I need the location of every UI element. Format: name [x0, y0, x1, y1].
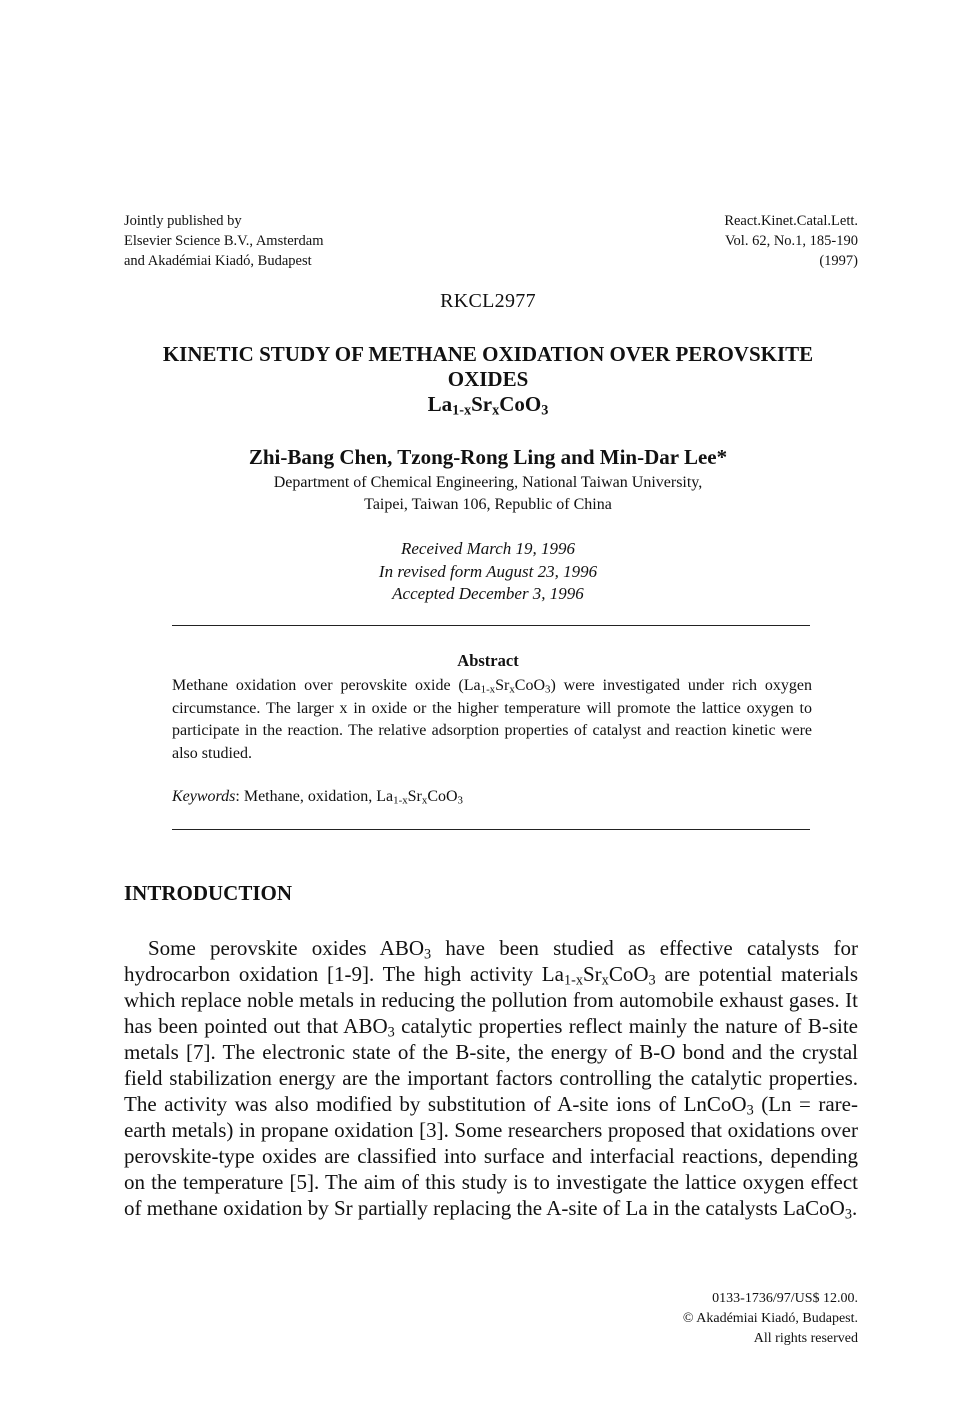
keywords-label: Keywords: [172, 788, 236, 805]
article-code: RKCL2977: [440, 290, 536, 312]
journal-line: (1997): [819, 253, 858, 269]
keywords: [172, 788, 463, 806]
title-line-2: OXIDES: [447, 367, 529, 391]
introduction-heading: INTRODUCTION: [124, 881, 293, 905]
abstract-heading: Abstract: [457, 651, 519, 670]
accepted-date: Accepted December 3, 1996: [392, 584, 584, 603]
publisher-line: Jointly published by: [124, 213, 242, 229]
abstract-text: Methane oxidation over perovskite oxide $(La_{1-x}Sr_xCoO_3)$ were investigated under rich oxygen circumstance. The larger x in oxide or the higher temperature will promote the lattice oxygen to participate in the reaction. The relative adsorption properties of catalyst and reaction kinetic were also studied.: [172, 677, 812, 762]
divider-bottom: [172, 829, 810, 830]
revised-date: In revised form August 23, 1996: [378, 561, 598, 581]
keywords-text: : Methane, oxidation, $La_{1-x}Sr_xCoO_3$: [235, 788, 463, 807]
submission-dates: [0, 538, 976, 606]
affiliation: [0, 472, 976, 516]
title-formula: $La_{1-x}Sr_xCoO_3$: [427, 392, 549, 419]
copyright-line: © Akadémiai Kiadó, Budapest.: [682, 1311, 858, 1326]
rights-line: All rights reserved: [753, 1331, 858, 1346]
affiliation-line-1: Department of Chemical Engineering, National Taiwan University,: [273, 474, 703, 491]
introduction-text: Some perovskite oxides $ABO_3$ have been studied as effective catalysts for hydrocarbon oxidation [1-9]. The high activity $La_{1-x}Sr_xCoO_3$ are potential materials which replace noble metals in reducing the pollution from automobile exhaust gases. It has been pointed out that $ABO_3$ catalytic properties reflect mainly the nature of B-site metals [7]. The electronic state of the B-site, the energy of B-O bond and the crystal field stabilization energy are the important factors controlling the catalytic properties. The activity was also modified by substitution of A-site ions of LnCoO$_3$ (Ln = rare-earth metals) in propane oxidation [3]. Some researchers proposed that oxidations over perovskite-type oxides are classified into surface and interfacial reactions, depending on the temperature [5]. The aim of this study is to investigate the lattice oxygen effect of methane oxidation by Sr partially replacing the A-site of La in the catalysts LaCoO$_3$.: [124, 936, 858, 1223]
journal-line: Vol. 62, No.1, 185-190: [724, 233, 858, 249]
affiliation-line-2: Taipei, Taiwan 106, Republic of China: [364, 496, 612, 513]
copyright-footer: [683, 1289, 858, 1349]
divider-top: [172, 625, 810, 626]
paper-title: [0, 342, 976, 417]
author-list: Zhi-Bang Chen, Tzong-Rong Ling and Min-Dar Lee*: [248, 445, 728, 469]
journal-line: React.Kinet.Catal.Lett.: [724, 213, 858, 229]
received-date: Received March 19, 1996: [400, 539, 576, 558]
title-line-1: KINETIC STUDY OF METHANE OXIDATION OVER PEROVSKITE: [162, 342, 814, 366]
publisher-info: [124, 211, 323, 271]
issn-line: 0133-1736/97/US$ 12.00.: [712, 1291, 858, 1306]
journal-citation: [724, 211, 858, 271]
publisher-line: Elsevier Science B.V., Amsterdam: [124, 233, 324, 249]
publisher-line: and Akadémiai Kiadó, Budapest: [124, 253, 312, 269]
